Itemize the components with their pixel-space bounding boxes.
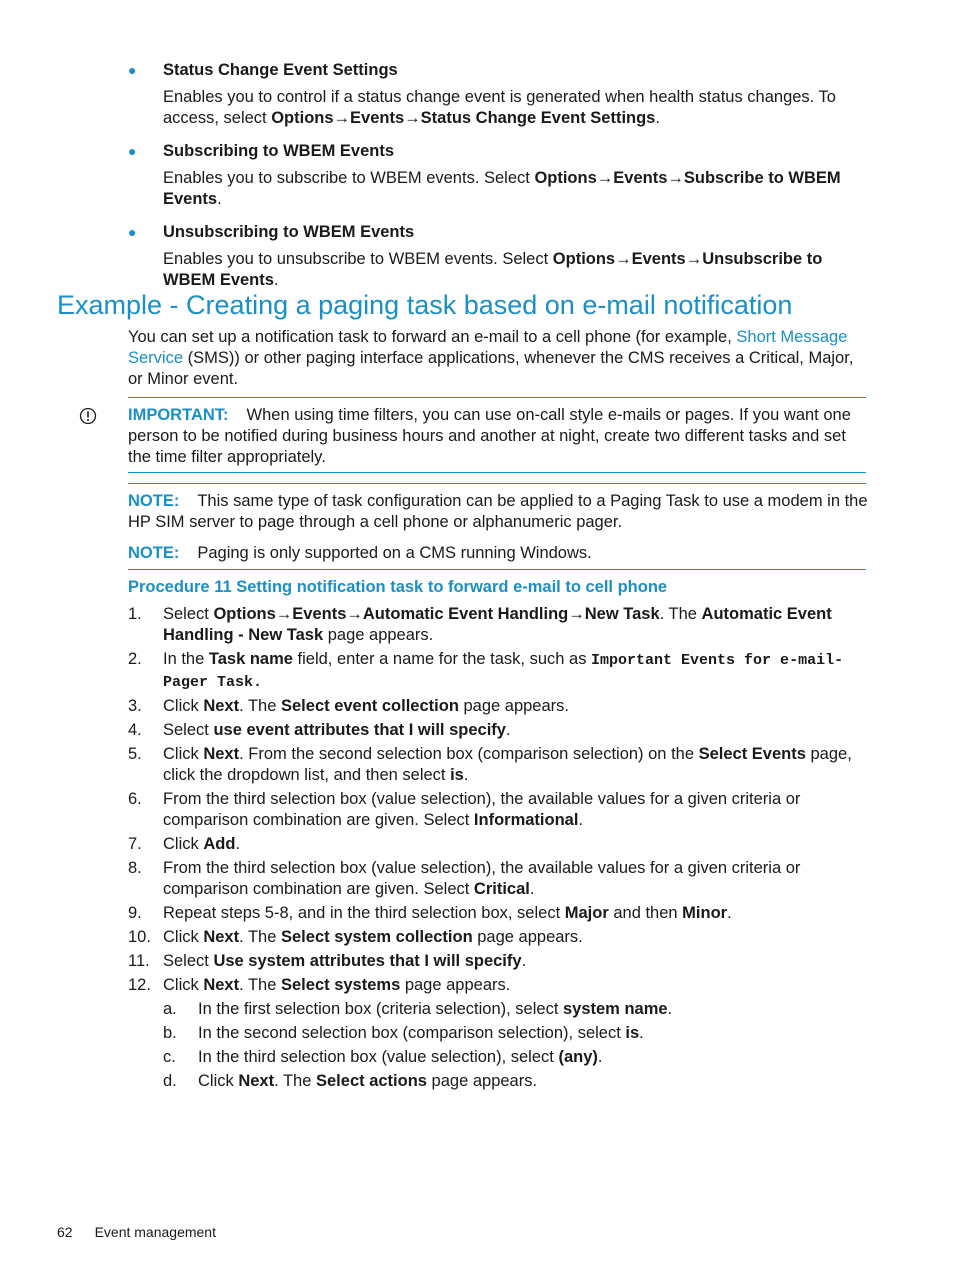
step-number: 5. — [128, 745, 142, 763]
description-end: . — [217, 190, 222, 208]
procedure-step — [128, 649, 868, 693]
step-text: From the third selection box (value selection), the available values for a given criteria or comparison combination are given. Select — [163, 790, 801, 829]
intro-paragraph — [128, 327, 868, 390]
procedure-substep — [163, 1071, 868, 1092]
procedure-step — [128, 604, 868, 646]
divider — [128, 472, 866, 473]
procedure-step — [128, 834, 868, 855]
step-number: 1. — [128, 605, 142, 623]
bullet-dot-icon: ● — [128, 224, 137, 240]
substep-body — [198, 999, 868, 1020]
ui-term: Automatic Event Handling - New Task — [163, 605, 832, 644]
ui-term: Informational — [473, 811, 579, 829]
step-body — [163, 789, 868, 831]
substep-body — [198, 1023, 868, 1044]
ui-term: is — [450, 766, 464, 784]
step-text: Select — [163, 952, 214, 970]
bullet-title: Subscribing to WBEM Events — [163, 142, 395, 160]
bullet-description — [163, 87, 868, 129]
arrow-icon: → — [596, 169, 614, 187]
ui-term: Select system collection — [281, 928, 473, 946]
ui-term: Next — [203, 928, 240, 946]
ui-term: Options — [213, 605, 276, 623]
step-text: . The — [239, 697, 281, 715]
important-callout — [128, 405, 868, 468]
bullet-dot-icon: ● — [128, 62, 137, 78]
step-text: Click — [163, 835, 204, 853]
bullet-title: Unsubscribing to WBEM Events — [163, 223, 415, 241]
step-text: . — [578, 811, 584, 829]
substep-body — [198, 1047, 868, 1068]
ui-term: Select event collection — [281, 697, 459, 715]
important-icon — [79, 407, 97, 425]
ui-term: Select Events — [698, 745, 806, 763]
ui-term: Task name — [208, 650, 293, 668]
bullet-list — [128, 60, 868, 291]
bullet-description — [163, 249, 868, 291]
step-body — [163, 927, 868, 948]
step-text: . The — [274, 1072, 316, 1090]
step-text: . — [235, 835, 241, 853]
menu-path-part: Events — [350, 109, 405, 127]
step-text: Select — [163, 605, 214, 623]
procedure-step — [128, 975, 868, 1092]
ui-term: Next — [203, 745, 240, 763]
description-end: . — [655, 109, 660, 127]
ui-term: (any) — [558, 1048, 598, 1066]
bullet-item-unsubscribing — [128, 222, 868, 291]
step-text: page appears. — [472, 928, 583, 946]
note-text: This same type of task configuration can be applied to a Paging Task to use a modem in the HP SIM server to page through a cell phone or alphanumeric pager. — [128, 492, 868, 531]
step-number: 12. — [128, 976, 151, 994]
ui-term: Select actions — [316, 1072, 427, 1090]
menu-path-part: Events — [631, 250, 686, 268]
substep-letter: a. — [163, 1000, 177, 1018]
step-text: and then — [608, 904, 683, 922]
substeps — [163, 999, 868, 1092]
step-number: 6. — [128, 790, 142, 808]
step-number: 8. — [128, 859, 142, 877]
procedure-step — [128, 696, 868, 717]
menu-path-part: Options — [534, 169, 597, 187]
step-number: 4. — [128, 721, 142, 739]
step-text: . The — [239, 976, 281, 994]
intro-text: You can set up a notification task to forward an e-mail to a cell phone (for example, — [128, 328, 737, 346]
step-text: page appears. — [400, 976, 511, 994]
example-value: Important Events for e-mail-Pager Task. — [163, 652, 844, 691]
procedure-step — [128, 927, 868, 948]
step-number: 3. — [128, 697, 142, 715]
ui-term: Next — [203, 697, 240, 715]
step-number: 9. — [128, 904, 142, 922]
step-body — [163, 834, 868, 855]
divider — [128, 569, 866, 570]
step-text: page appears. — [323, 626, 434, 644]
bullet-item-status-change — [128, 60, 868, 129]
ui-term: Events — [292, 605, 347, 623]
note-label: NOTE: — [128, 492, 180, 510]
step-text: In the first selection box (criteria selection), select — [198, 1000, 563, 1018]
ui-term: system name — [562, 1000, 668, 1018]
step-body — [163, 975, 868, 996]
step-text: field, enter a name for the task, such as — [292, 650, 592, 668]
step-text: In the third selection box (value selection), select — [198, 1048, 559, 1066]
step-text: Click — [163, 976, 204, 994]
ui-term: is — [625, 1024, 640, 1042]
step-body — [163, 604, 868, 646]
step-body — [163, 858, 868, 900]
important-label: IMPORTANT: — [128, 406, 229, 424]
bullet-item-subscribing — [128, 141, 868, 210]
step-text: . — [639, 1024, 644, 1042]
sms-link[interactable]: Short Message Service — [128, 328, 848, 367]
step-number: 11. — [128, 952, 150, 970]
step-body — [163, 744, 868, 786]
step-text: . — [529, 880, 535, 898]
procedure-steps — [128, 604, 868, 1095]
substep-letter: d. — [163, 1072, 177, 1090]
note-callout — [128, 543, 868, 564]
ui-term: Next — [203, 976, 240, 994]
step-text: page, click the dropdown list, and then select — [163, 745, 852, 784]
note-label: NOTE: — [128, 544, 180, 562]
step-number: 7. — [128, 835, 142, 853]
arrow-icon: → — [667, 169, 684, 187]
section-heading: Example - Creating a paging task based on e-mail notification — [57, 290, 793, 320]
step-text: . — [727, 904, 732, 922]
step-text: Select — [163, 721, 214, 739]
step-text: In the second selection box (comparison selection), select — [198, 1024, 626, 1042]
page-footer — [57, 1222, 216, 1243]
menu-path-part: Events — [613, 169, 668, 187]
substep-body — [198, 1071, 868, 1092]
step-text: . The — [659, 605, 702, 623]
step-text: . — [505, 721, 511, 739]
important-text: When using time filters, you can use on-call style e-mails or pages. If you want one person to be notified during business hours and another at night, create two different tasks and set the time filter appropriately. — [128, 406, 851, 466]
step-body — [163, 951, 868, 972]
step-text: Click — [163, 745, 204, 763]
ui-term: Select systems — [281, 976, 401, 994]
note-callout — [128, 491, 868, 533]
procedure-substep — [163, 1023, 868, 1044]
step-text: Click — [163, 928, 204, 946]
menu-path-part: Status Change Event Settings — [420, 109, 656, 127]
step-body — [163, 720, 868, 741]
procedure-step — [128, 903, 868, 924]
arrow-icon: → — [615, 250, 632, 268]
footer-section: Event management — [94, 1224, 216, 1240]
page-number: 62 — [57, 1224, 73, 1240]
procedure-title: Procedure 11 Setting notification task to forward e-mail to cell phone — [128, 578, 668, 596]
menu-path-part: Options — [271, 109, 334, 127]
menu-path-part: Options — [552, 250, 616, 268]
step-text: page appears. — [458, 697, 569, 715]
bullet-title: Status Change Event Settings — [163, 61, 398, 79]
step-text: . — [667, 1000, 673, 1018]
procedure-step — [128, 720, 868, 741]
ui-term: Major — [564, 904, 609, 922]
step-text: page appears. — [426, 1072, 538, 1090]
note-text: Paging is only supported on a CMS running Windows. — [197, 544, 592, 562]
procedure-step — [128, 744, 868, 786]
substep-letter: c. — [163, 1048, 176, 1066]
menu-path-part: Unsubscribe to WBEM Events — [163, 250, 823, 289]
procedure-step — [128, 951, 868, 972]
procedure-substep — [163, 999, 868, 1020]
step-body — [163, 903, 868, 924]
description-end: . — [273, 271, 279, 289]
divider — [128, 397, 866, 398]
menu-path-part: Subscribe to WBEM Events — [163, 169, 841, 208]
ui-term: Next — [238, 1072, 275, 1090]
step-text: . — [597, 1048, 603, 1066]
step-text: . The — [239, 928, 281, 946]
ui-term: Automatic Event Handling — [362, 605, 569, 623]
arrow-icon: → — [404, 109, 421, 127]
procedure-step — [128, 858, 868, 900]
ui-term: Minor — [682, 904, 728, 922]
step-text: . — [463, 766, 469, 784]
step-number: 2. — [128, 650, 142, 668]
step-text: Click — [198, 1072, 239, 1090]
description-text: Enables you to unsubscribe to WBEM events. Select — [163, 250, 553, 268]
arrow-icon: → — [685, 250, 703, 268]
arrow-icon: → — [333, 109, 351, 127]
description-text: Enables you to subscribe to WBEM events. Select — [163, 169, 535, 187]
step-text: Click — [163, 697, 204, 715]
substep-letter: b. — [163, 1024, 177, 1042]
ui-term: New Task — [584, 605, 660, 623]
ui-term: Critical — [473, 880, 530, 898]
procedure-substep — [163, 1047, 868, 1068]
divider — [128, 483, 866, 484]
bullet-dot-icon: ● — [128, 143, 137, 159]
step-body — [163, 649, 868, 693]
arrow-icon: → — [568, 605, 585, 623]
ui-term: use event attributes that I will specify — [213, 721, 506, 739]
step-body — [163, 696, 868, 717]
step-text: From the third selection box (value selection), the available values for a given criteria or comparison combination are given. Select — [163, 859, 801, 898]
bullet-description — [163, 168, 868, 210]
step-text: Repeat steps 5-8, and in the third selection box, select — [163, 904, 565, 922]
step-text: In the — [163, 650, 209, 668]
description-text: Enables you to control if a status change event is generated when health status changes. To access, select — [163, 88, 836, 127]
arrow-icon: → — [275, 605, 293, 623]
ui-term: Use system attributes that I will specify — [213, 952, 522, 970]
ui-term: Add — [203, 835, 236, 853]
arrow-icon: → — [346, 605, 363, 623]
intro-text-end: (SMS)) or other paging interface applications, whenever the CMS receives a Critical, Major, or Minor event. — [128, 349, 854, 388]
step-number: 10. — [128, 928, 151, 946]
step-text: . From the second selection box (comparison selection) on the — [239, 745, 699, 763]
procedure-step — [128, 789, 868, 831]
step-text: . — [521, 952, 527, 970]
